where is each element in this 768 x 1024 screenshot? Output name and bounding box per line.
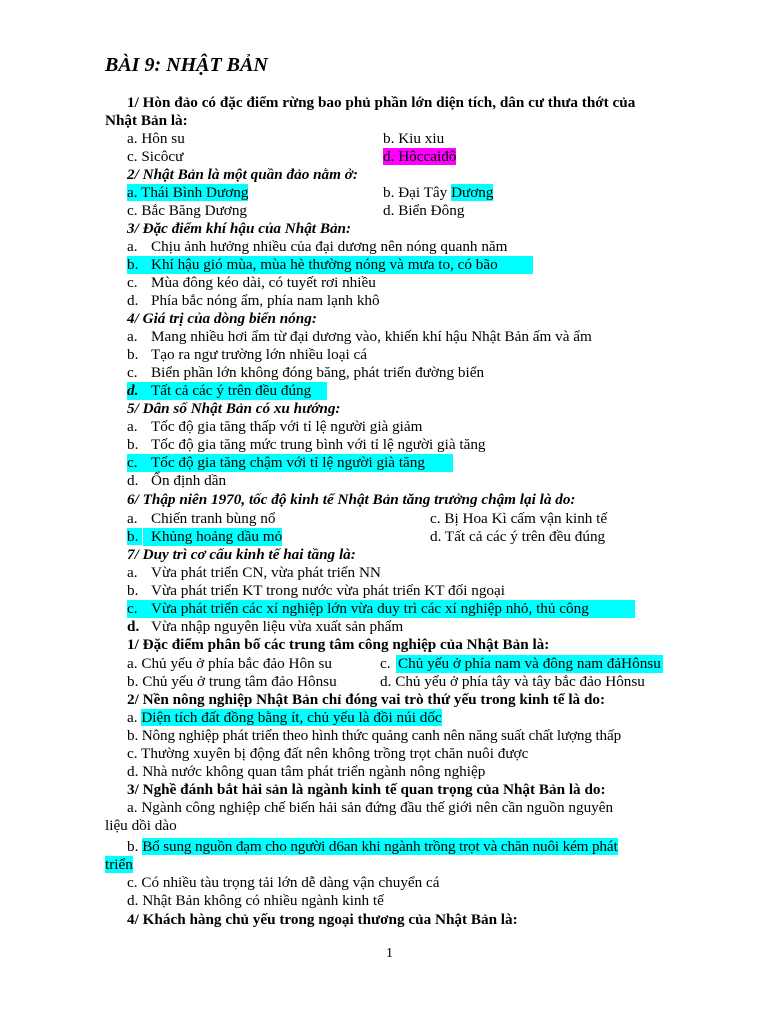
- q6-option-b-text: Khủng hoảng dầu mỏ: [143, 528, 282, 546]
- q7-option-c-text: Vừa phát triển các xí nghiệp lớn vừa duy trì các xí nghiệp nhỏ, thủ công: [151, 600, 589, 617]
- q2-option-a: a. Thái Bình Dương: [127, 184, 249, 201]
- q6-option-d: d. Tất cả các ý trên đều đúng: [430, 528, 606, 545]
- p2q4-text: 4/ Khách hàng chủ yếu trong ngoại thương của Nhật Bản là:: [127, 911, 518, 928]
- q6-option-c: c. Bị Hoa Kì cấm vận kinh tế: [430, 510, 608, 527]
- q1-option-c: c. Sicôcư: [127, 148, 184, 165]
- q7-option-b-letter: b.: [127, 582, 139, 599]
- q4-option-d-text: Tất cả các ý trên đều đúng: [151, 382, 312, 399]
- q3-option-c-letter: c.: [127, 274, 138, 291]
- q7-option-d-text: Vừa nhập nguyên liệu vừa xuất sản phẩm: [151, 618, 404, 635]
- p2q1-option-c-text: Chủ yếu ở phía nam và đông nam đảHônsu: [398, 655, 661, 672]
- p2q1-option-a: a. Chủ yếu ở phía bắc đảo Hôn su: [127, 655, 333, 672]
- p2q3-option-a-line1: a. Ngành công nghiệp chế biến hải sản đứng đầu thế giới nên cần nguồn nguyên: [127, 799, 614, 816]
- q6-option-b-letter: b.: [127, 528, 142, 545]
- q4-option-c-letter: c.: [127, 364, 138, 381]
- q3-option-b-text: Khí hậu gió mùa, mùa hè thường nóng và mưa to, có bão: [151, 256, 498, 273]
- q4-option-b-text: Tạo ra ngư trường lớn nhiều loại cá: [151, 346, 367, 363]
- page-number: 1: [386, 946, 393, 961]
- q6-option-a-text: Chiến tranh bùng nổ: [151, 510, 276, 527]
- q7-option-c-letter: c.: [127, 600, 138, 617]
- q7-text: 7/ Duy trì cơ cấu kinh tế hai tầng là:: [127, 546, 356, 563]
- q3-option-d-text: Phía bắc nóng ẩm, phía nam lạnh khô: [151, 292, 380, 309]
- q4-option-d-letter: d.: [127, 382, 139, 399]
- q3-option-b-letter: b.: [127, 256, 139, 273]
- q1-option-d: d. Hôccaiđô: [383, 148, 457, 165]
- q2-option-b-label: b. Đại Tây: [383, 184, 452, 201]
- q7-option-d-letter: d.: [127, 618, 140, 635]
- q4-option-c-text: Biển phần lớn không đóng băng, phát triển đường biển: [151, 364, 485, 381]
- q7-option-a-letter: a.: [127, 564, 138, 581]
- q5-option-c-text: Tốc độ gia tăng chậm với tỉ lệ người già tăng: [151, 454, 425, 471]
- q3-option-c-text: Mùa đông kéo dài, có tuyết rơi nhiều: [151, 274, 376, 291]
- q3-option-d-letter: d.: [127, 292, 139, 309]
- q2-option-c: c. Bắc Băng Dương: [127, 202, 248, 219]
- q3-option-a-letter: a.: [127, 238, 138, 255]
- q5-option-a-text: Tốc độ gia tăng thấp với tỉ lệ người già giảm: [151, 418, 423, 435]
- q4-option-a-letter: a.: [127, 328, 138, 345]
- p2q2-option-b: b. Nông nghiệp phát triển theo hình thức quảng canh nên năng suất chất lượng thấp: [127, 727, 622, 744]
- q2-option-b-highlight: Dương: [451, 184, 494, 201]
- p2q1-option-c-letter: c.: [380, 655, 391, 672]
- q5-option-c-letter: c.: [127, 454, 138, 471]
- p2q2-option-a-text: Diện tích đất đồng bằng ít, chủ yếu là đồi núi dốc: [141, 709, 442, 726]
- q5-option-a-letter: a.: [127, 418, 138, 435]
- p2q3-option-d: d. Nhật Bản không có nhiều ngành kinh tế: [127, 892, 384, 909]
- q4-option-a-text: Mang nhiều hơi ẩm từ đại dương vào, khiến khí hậu Nhật Bản ấm và ẩm: [151, 328, 592, 345]
- p2q1-text: 1/ Đặc điểm phân bố các trung tâm công nghiệp của Nhật Bản là:: [127, 636, 550, 653]
- p2q3-option-b-letter: b.: [127, 838, 139, 855]
- q5-text: 5/ Dân số Nhật Bản có xu hướng:: [127, 400, 341, 417]
- p2q3-option-b-line1: Bổ sung nguồn đạm cho người d6an khi ngành trồng trọt và chăn nuôi kém phát: [142, 838, 618, 855]
- page-title: BÀI 9: NHẬT BẢN: [105, 54, 268, 76]
- q3-option-a-text: Chịu ảnh hưởng nhiều của đại dương nên nóng quanh năm: [151, 238, 508, 255]
- p2q1-option-d: d. Chủ yếu ở phía tây và tây bắc đảo Hônsu: [380, 673, 645, 690]
- p2q3-option-c: c. Có nhiều tàu trọng tải lớn dễ dàng vận chuyển cá: [127, 874, 440, 891]
- p2q2-option-d: d. Nhà nước không quan tâm phát triển ngành nông nghiệp: [127, 763, 486, 780]
- p2q2-option-a-letter: a.: [127, 709, 138, 726]
- p2q2-option-c: c. Thường xuyên bị động đất nên không trồng trọt chăn nuôi được: [127, 745, 529, 762]
- q1-text-line1: 1/ Hòn đảo có đặc điểm rừng bao phủ phần lớn diện tích, dân cư thưa thớt của: [127, 94, 636, 111]
- p2q3-option-a-line2: liệu dồi dào: [105, 817, 177, 834]
- p2q3-option-b-line2: triển: [105, 856, 133, 873]
- q5-option-d-text: Ổn định dần: [151, 472, 227, 489]
- q7-option-b-text: Vừa phát triển KT trong nước vừa phát triển KT đối ngoại: [151, 582, 505, 599]
- q4-option-b-letter: b.: [127, 346, 139, 363]
- q3-text: 3/ Đặc điểm khí hậu của Nhật Bản:: [127, 220, 352, 237]
- q6-text: 6/ Thập niên 1970, tốc độ kinh tế Nhật Bản tăng trưởng chậm lại là do:: [127, 491, 576, 508]
- q2-option-d: d. Biển Đông: [383, 202, 465, 219]
- q4-text: 4/ Giá trị của dòng biển nóng:: [127, 310, 317, 327]
- q1-text-line2: Nhật Bản là:: [105, 112, 188, 129]
- q2-text: 2/ Nhật Bản là một quần đảo nằm ở:: [127, 166, 358, 183]
- p2q2-text: 2/ Nền nông nghiệp Nhật Bản chỉ đóng vai trò thứ yếu trong kinh tế là do:: [127, 691, 606, 708]
- q1-option-b: b. Kiu xiu: [383, 130, 445, 147]
- q7-option-a-text: Vừa phát triển CN, vừa phát triển NN: [151, 564, 381, 581]
- q5-option-b-text: Tốc độ gia tăng mức trung bình với tỉ lệ người già tăng: [151, 436, 486, 453]
- p2q3-text: 3/ Nghề đánh bắt hải sản là ngành kinh tế quan trọng của Nhật Bản là do:: [127, 781, 606, 798]
- q5-option-b-letter: b.: [127, 436, 139, 453]
- q1-option-a: a. Hôn su: [127, 130, 185, 147]
- q5-option-d-letter: d.: [127, 472, 139, 489]
- p2q1-option-b: b. Chủ yếu ở trung tâm đảo Hônsu: [127, 673, 337, 690]
- q6-option-a-letter: a.: [127, 510, 138, 527]
